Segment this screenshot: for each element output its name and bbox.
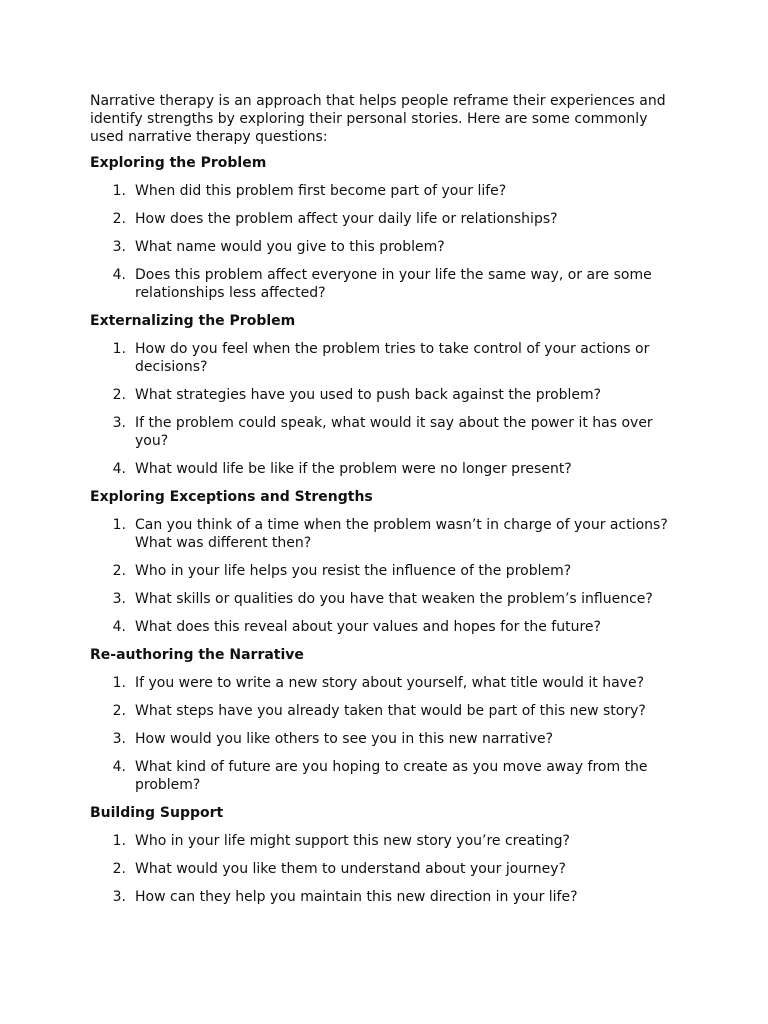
list-item bbox=[90, 860, 680, 878]
list-item bbox=[90, 702, 680, 720]
question-text: If you were to write a new story about yourself, what title would it have? bbox=[135, 675, 645, 691]
section-exploring-problem bbox=[90, 154, 680, 302]
list-item bbox=[90, 210, 680, 228]
list-item bbox=[90, 182, 680, 200]
list-number: 1. bbox=[112, 183, 126, 199]
question-list bbox=[90, 516, 680, 636]
list-item bbox=[90, 758, 680, 794]
list-number: 3. bbox=[112, 889, 126, 905]
question-text: When did this problem first become part of your life? bbox=[135, 183, 507, 199]
question-list bbox=[90, 182, 680, 302]
question-list bbox=[90, 832, 680, 906]
question-text: How would you like others to see you in this new narrative? bbox=[135, 731, 554, 747]
section-heading: Re-authoring the Narrative bbox=[90, 647, 304, 663]
list-item bbox=[90, 590, 680, 608]
list-item bbox=[90, 386, 680, 404]
list-number: 4. bbox=[112, 267, 126, 283]
list-number: 2. bbox=[112, 563, 126, 579]
list-item bbox=[90, 730, 680, 748]
list-item bbox=[90, 516, 680, 552]
list-item bbox=[90, 562, 680, 580]
list-item bbox=[90, 618, 680, 636]
question-text: What skills or qualities do you have that weaken the problem’s influence? bbox=[135, 591, 653, 607]
section-heading: Exploring the Problem bbox=[90, 155, 267, 171]
list-item bbox=[90, 832, 680, 850]
question-text: What steps have you already taken that would be part of this new story? bbox=[135, 703, 646, 719]
list-item bbox=[90, 460, 680, 478]
question-text: What name would you give to this problem? bbox=[135, 239, 445, 255]
list-item bbox=[90, 266, 680, 302]
section-reauthoring-narrative bbox=[90, 646, 680, 794]
list-number: 2. bbox=[112, 861, 126, 877]
list-item bbox=[90, 888, 680, 906]
question-text: How can they help you maintain this new direction in your life? bbox=[135, 889, 578, 905]
list-number: 1. bbox=[112, 833, 126, 849]
question-text: What does this reveal about your values and hopes for the future? bbox=[135, 619, 601, 635]
list-item bbox=[90, 414, 680, 450]
question-list bbox=[90, 674, 680, 794]
section-heading: Exploring Exceptions and Strengths bbox=[90, 489, 373, 505]
question-text: What kind of future are you hoping to create as you move away from the problem? bbox=[135, 759, 648, 793]
list-number: 2. bbox=[112, 387, 126, 403]
list-number: 3. bbox=[112, 731, 126, 747]
list-number: 3. bbox=[112, 415, 126, 431]
section-externalizing-problem bbox=[90, 312, 680, 478]
question-text: If the problem could speak, what would it say about the power it has over you? bbox=[135, 415, 653, 449]
question-text: What would you like them to understand about your journey? bbox=[135, 861, 566, 877]
section-heading: Externalizing the Problem bbox=[90, 313, 296, 329]
list-number: 1. bbox=[112, 341, 126, 357]
section-exceptions-strengths bbox=[90, 488, 680, 636]
question-text: Who in your life might support this new story you’re creating? bbox=[135, 833, 570, 849]
section-building-support bbox=[90, 804, 680, 906]
list-item bbox=[90, 340, 680, 376]
question-text: What strategies have you used to push back against the problem? bbox=[135, 387, 602, 403]
list-number: 2. bbox=[112, 211, 126, 227]
question-text: How do you feel when the problem tries to take control of your actions or decisions? bbox=[135, 341, 650, 375]
question-text: Does this problem affect everyone in your life the same way, or are some relationships less affected? bbox=[135, 267, 652, 301]
list-number: 4. bbox=[112, 461, 126, 477]
list-number: 4. bbox=[112, 619, 126, 635]
list-number: 1. bbox=[112, 675, 126, 691]
question-text: How does the problem affect your daily life or relationships? bbox=[135, 211, 558, 227]
list-number: 2. bbox=[112, 703, 126, 719]
document-page bbox=[90, 92, 680, 916]
list-number: 3. bbox=[112, 239, 126, 255]
section-heading: Building Support bbox=[90, 805, 224, 821]
list-number: 1. bbox=[112, 517, 126, 533]
list-item bbox=[90, 238, 680, 256]
list-number: 3. bbox=[112, 591, 126, 607]
question-list bbox=[90, 340, 680, 478]
question-text: What would life be like if the problem were no longer present? bbox=[135, 461, 572, 477]
list-item bbox=[90, 674, 680, 692]
question-text: Can you think of a time when the problem wasn’t in charge of your actions? What was different then? bbox=[135, 517, 668, 551]
question-text: Who in your life helps you resist the influence of the problem? bbox=[135, 563, 572, 579]
list-number: 4. bbox=[112, 759, 126, 775]
intro-paragraph: Narrative therapy is an approach that helps people reframe their experiences and identify strengths by exploring their personal stories. Here are some commonly used narrative therapy questions: bbox=[90, 93, 666, 145]
